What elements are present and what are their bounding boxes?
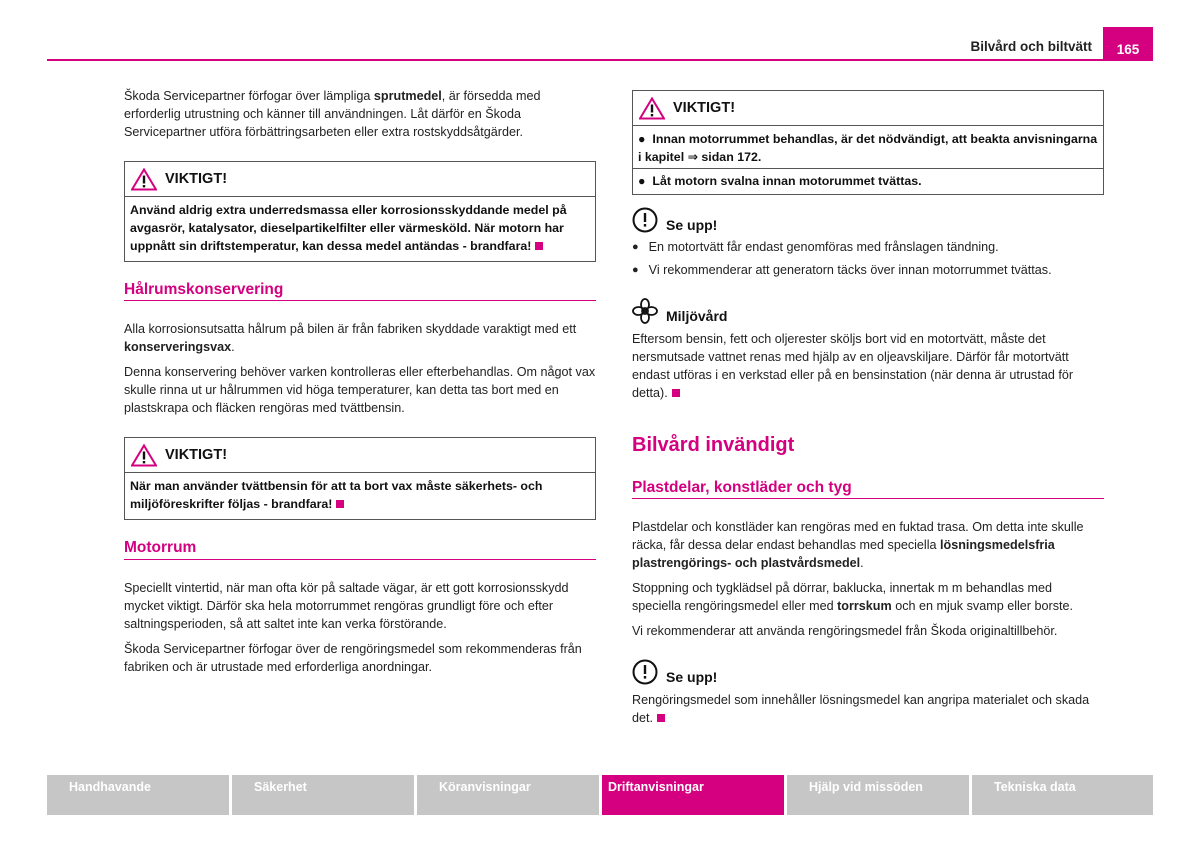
section-heading-cavity: Hålrumskonservering [124,281,284,298]
engine-bay-paragraph-2: Škoda Servicepartner förfogar över de rengöringsmedel som rekommenderas från fabriken och är utrustade med erforderliga anordningar. [124,642,582,674]
cavity-paragraph-1: Alla korrosionsutsatta hålrum på bilen är från fabriken skyddade varaktigt med ett konserveringsvax. [124,322,577,354]
end-marker-icon [657,714,665,722]
section-rule [632,498,1104,499]
tab-handhavande[interactable]: Handhavande [47,775,229,815]
caution-list [632,238,1104,279]
plastics-paragraph-1: Plastdelar och konstläder kan rengöras med en fuktad trasa. Om detta inte skulle räcka, får dessa delar endast behandlas med speciella lösningsmedelsfria plastrengörings- och plastvårdsmedel. [632,520,1084,570]
main-heading-interior-care: Bilvård invändigt [632,434,795,456]
warning-header [125,438,595,473]
bullet-icon: ● [632,264,639,276]
caution-heading: Se upp! [632,207,1104,233]
warning-box-underbody [124,161,596,262]
end-marker-icon [672,389,680,397]
tab-tekniska-data[interactable]: Tekniska data [972,775,1153,815]
caution-exclamation-icon [632,207,658,233]
warning-item: ● Låt motorn svalna innan motorummet tvättas. [633,168,1103,190]
bullet-icon: ● [638,174,653,188]
environment-heading: Miljövård [632,298,1104,324]
running-header-title: Bilvård och biltvätt [970,39,1092,54]
end-marker-icon [336,500,344,508]
warning-header [633,91,1103,126]
warning-title: VIKTIGT! [165,447,228,463]
cavity-paragraph-2: Denna konservering behöver varken kontrolleras eller efterbehandlas. Om något vax skulle rinna ut ur hålrummen vid höga temperaturer, kan detta tas bort med en plastskrapa och fläcken rengöras med tvättbensin. [124,365,596,415]
bullet-icon: ● [632,241,639,253]
end-marker-icon [535,242,543,250]
flower-environment-icon [632,298,658,324]
tab-hjalp-vid-missoden[interactable]: Hjälp vid missöden [787,775,969,815]
warning-triangle-icon [131,444,157,467]
warning-header [125,162,595,197]
warning-item: ● Innan motorrummet behandlas, är det nödvändigt, att beakta anvisningarna i kapitel ⇒ sidan 172. [638,132,1098,164]
caution-exclamation-icon [632,659,658,685]
warning-triangle-icon [639,97,665,120]
section-rule [124,300,596,301]
tab-driftanvisningar[interactable]: Driftanvisningar [602,775,784,815]
list-item: ● En motortvätt får endast genomföras med frånslagen tändning. [632,240,999,254]
tab-sakerhet[interactable]: Säkerhet [232,775,414,815]
warning-box-engine-wash [632,90,1104,195]
plastics-paragraph-2: Stoppning och tygklädsel på dörrar, baklucka, innertak m m behandlas med speciella rengöringsmedel eller med torrskum och en mjuk svamp eller borste. [632,581,1073,613]
header-rule [47,59,1153,61]
warning-text: När man använder tvättbensin för att ta bort vax måste säkerhets- och miljöföreskrifter följas - brandfara! [130,479,543,511]
warning-text: Använd aldrig extra underredsmassa eller korrosionsskyddande medel på avgasrör, katalysator, dieselpartikelfilter eller värmesköld. När motorn har uppnått sin driftstemperatur, kan dessa medel antändas - brandfara! [130,203,567,253]
section-heading-plastics: Plastdelar, konstläder och tyg [632,479,852,496]
warning-title: VIKTIGT! [165,171,228,187]
warning-box-petrol [124,437,596,520]
section-heading-engine-bay: Motorrum [124,539,197,556]
plastics-paragraph-3: Vi rekommenderar att använda rengöringsmedel från Škoda originaltillbehör. [632,624,1058,638]
engine-bay-paragraph-1: Speciellt vintertid, när man ofta kör på saltade vägar, är ett gott korrosionsskydd mycket viktigt. Därför ska hela motorrummet rengöras grundligt före och efter saltningsperioden, så att saltet inte kan verka förstörande. [124,581,569,631]
section-rule [124,559,596,560]
chapter-tabs [47,775,1153,815]
bullet-icon: ● [638,132,653,146]
caution-paragraph: Rengöringsmedel som innehåller lösningsmedel kan angripa materialet och skada det. [632,693,1090,725]
page-number: 165 [1103,27,1153,60]
caution-heading: Se upp! [632,659,1104,685]
list-item: ● Vi rekommenderar att generatorn täcks över innan motorrummet tvättas. [632,263,1052,277]
warning-title: VIKTIGT! [673,100,736,116]
environment-paragraph: Eftersom bensin, fett och oljerester sköljs bort vid en motortvätt, måste det nersmutsade vattnet renas med hjälp av en oljeavskiljare. Därför får motortvätt endast utföras i en verkstad eller på en bensinstation (när denna är utrustad för detta). [632,332,1074,400]
tab-koranvisningar[interactable]: Köranvisningar [417,775,599,815]
warning-triangle-icon [131,168,157,191]
intro-paragraph: Škoda Servicepartner förfogar över lämpliga sprutmedel, är försedda med erforderlig utrustning och känner till användningen. Låt därför en Škoda Servicepartner utföra förbättringsarbeten eller extra rostskyddsåtgärder. [124,89,541,139]
